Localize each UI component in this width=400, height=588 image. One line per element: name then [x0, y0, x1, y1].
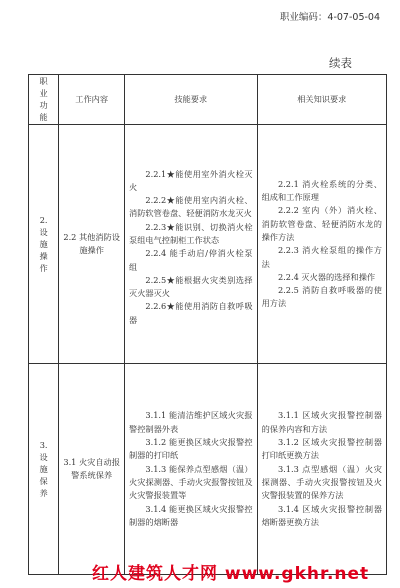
skill-item: 3.1.3 能保养点型感烟（温）火灾探测器、手动火灾报警按钮及火灾警报装置等	[129, 463, 253, 501]
table-header-row	[29, 75, 387, 125]
knowledge-item: 3.1.3 点型感烟（温）火灾探测器、手动火灾报警按钮及火灾警报装置的保养方法	[261, 463, 382, 501]
knowledge-item: 3.1.4 区域火灾报警控制器熔断器更换方法	[261, 503, 382, 527]
header-knowledge: 相关知识要求	[257, 75, 386, 125]
knowledge-cell	[257, 364, 386, 575]
skill-item: 3.1.2 能更换区域火灾报警控制器的打印纸	[129, 437, 253, 461]
continued-label: 续表	[329, 56, 352, 70]
skill-item: 2.2.1★能使用室外消火栓灭火	[129, 168, 253, 192]
knowledge-item: 2.2.5 消防自救呼吸器的使用方法	[261, 285, 382, 309]
skill-item: 2.2.5★能根据火灾类别选择灭火器灭火	[129, 274, 253, 299]
skills-table	[28, 74, 387, 575]
skill-item: 2.2.3★能识别、切换消火栓泵组电气控制柜工作状态	[129, 221, 253, 245]
knowledge-cell	[257, 125, 386, 364]
skill-item: 2.2.2★能使用室内消火栓、消防软管卷盘、轻便消防水龙灭火	[129, 195, 253, 219]
skill-item: 3.1.1 能清洁维护区域火灾报警控制器外表	[129, 410, 253, 434]
skill-item: 3.1.4 能更换区域火灾报警控制器的熔断器	[129, 503, 253, 527]
knowledge-item: 2.2.4 灭火器的选择和操作	[277, 271, 376, 282]
skills-cell	[125, 125, 258, 364]
knowledge-item: 2.2.3 消火栓泵组的操作方法	[261, 245, 382, 269]
knowledge-item: 2.2.1 消火栓系统的分类、组成和工作原理	[261, 178, 382, 203]
header-function: 职业功能	[29, 75, 59, 125]
function-cell: 3. 设施保养	[29, 364, 59, 575]
table-row	[29, 125, 387, 364]
skill-item: 2.2.6★能使用消防自救呼吸器	[129, 301, 253, 325]
content-cell: 2.2 其他消防设施操作	[59, 125, 125, 364]
table-row	[29, 364, 387, 575]
skills-cell	[125, 364, 258, 575]
header-content: 工作内容	[59, 75, 125, 125]
knowledge-item: 2.2.2 室内（外）消火栓、消防软管卷盘、轻便消防水龙的操作方法	[261, 205, 382, 242]
occupation-code: 职业编码：4-07-05-04	[279, 12, 380, 23]
header-skills: 技能要求	[125, 75, 258, 125]
skill-item: 2.2.4 能手动启/停消火栓泵组	[129, 248, 253, 272]
function-cell: 2. 设施操作	[29, 125, 59, 364]
knowledge-item: 3.1.1 区域火灾报警控制器的保养内容和方法	[261, 410, 382, 434]
knowledge-item: 3.1.2 区域火灾报警控制器打印纸更换方法	[261, 437, 382, 461]
content-cell: 3.1 火灾自动报警系统保养	[59, 364, 125, 575]
site-watermark: 红人建筑人才网 www.gkhr.net	[92, 564, 370, 584]
